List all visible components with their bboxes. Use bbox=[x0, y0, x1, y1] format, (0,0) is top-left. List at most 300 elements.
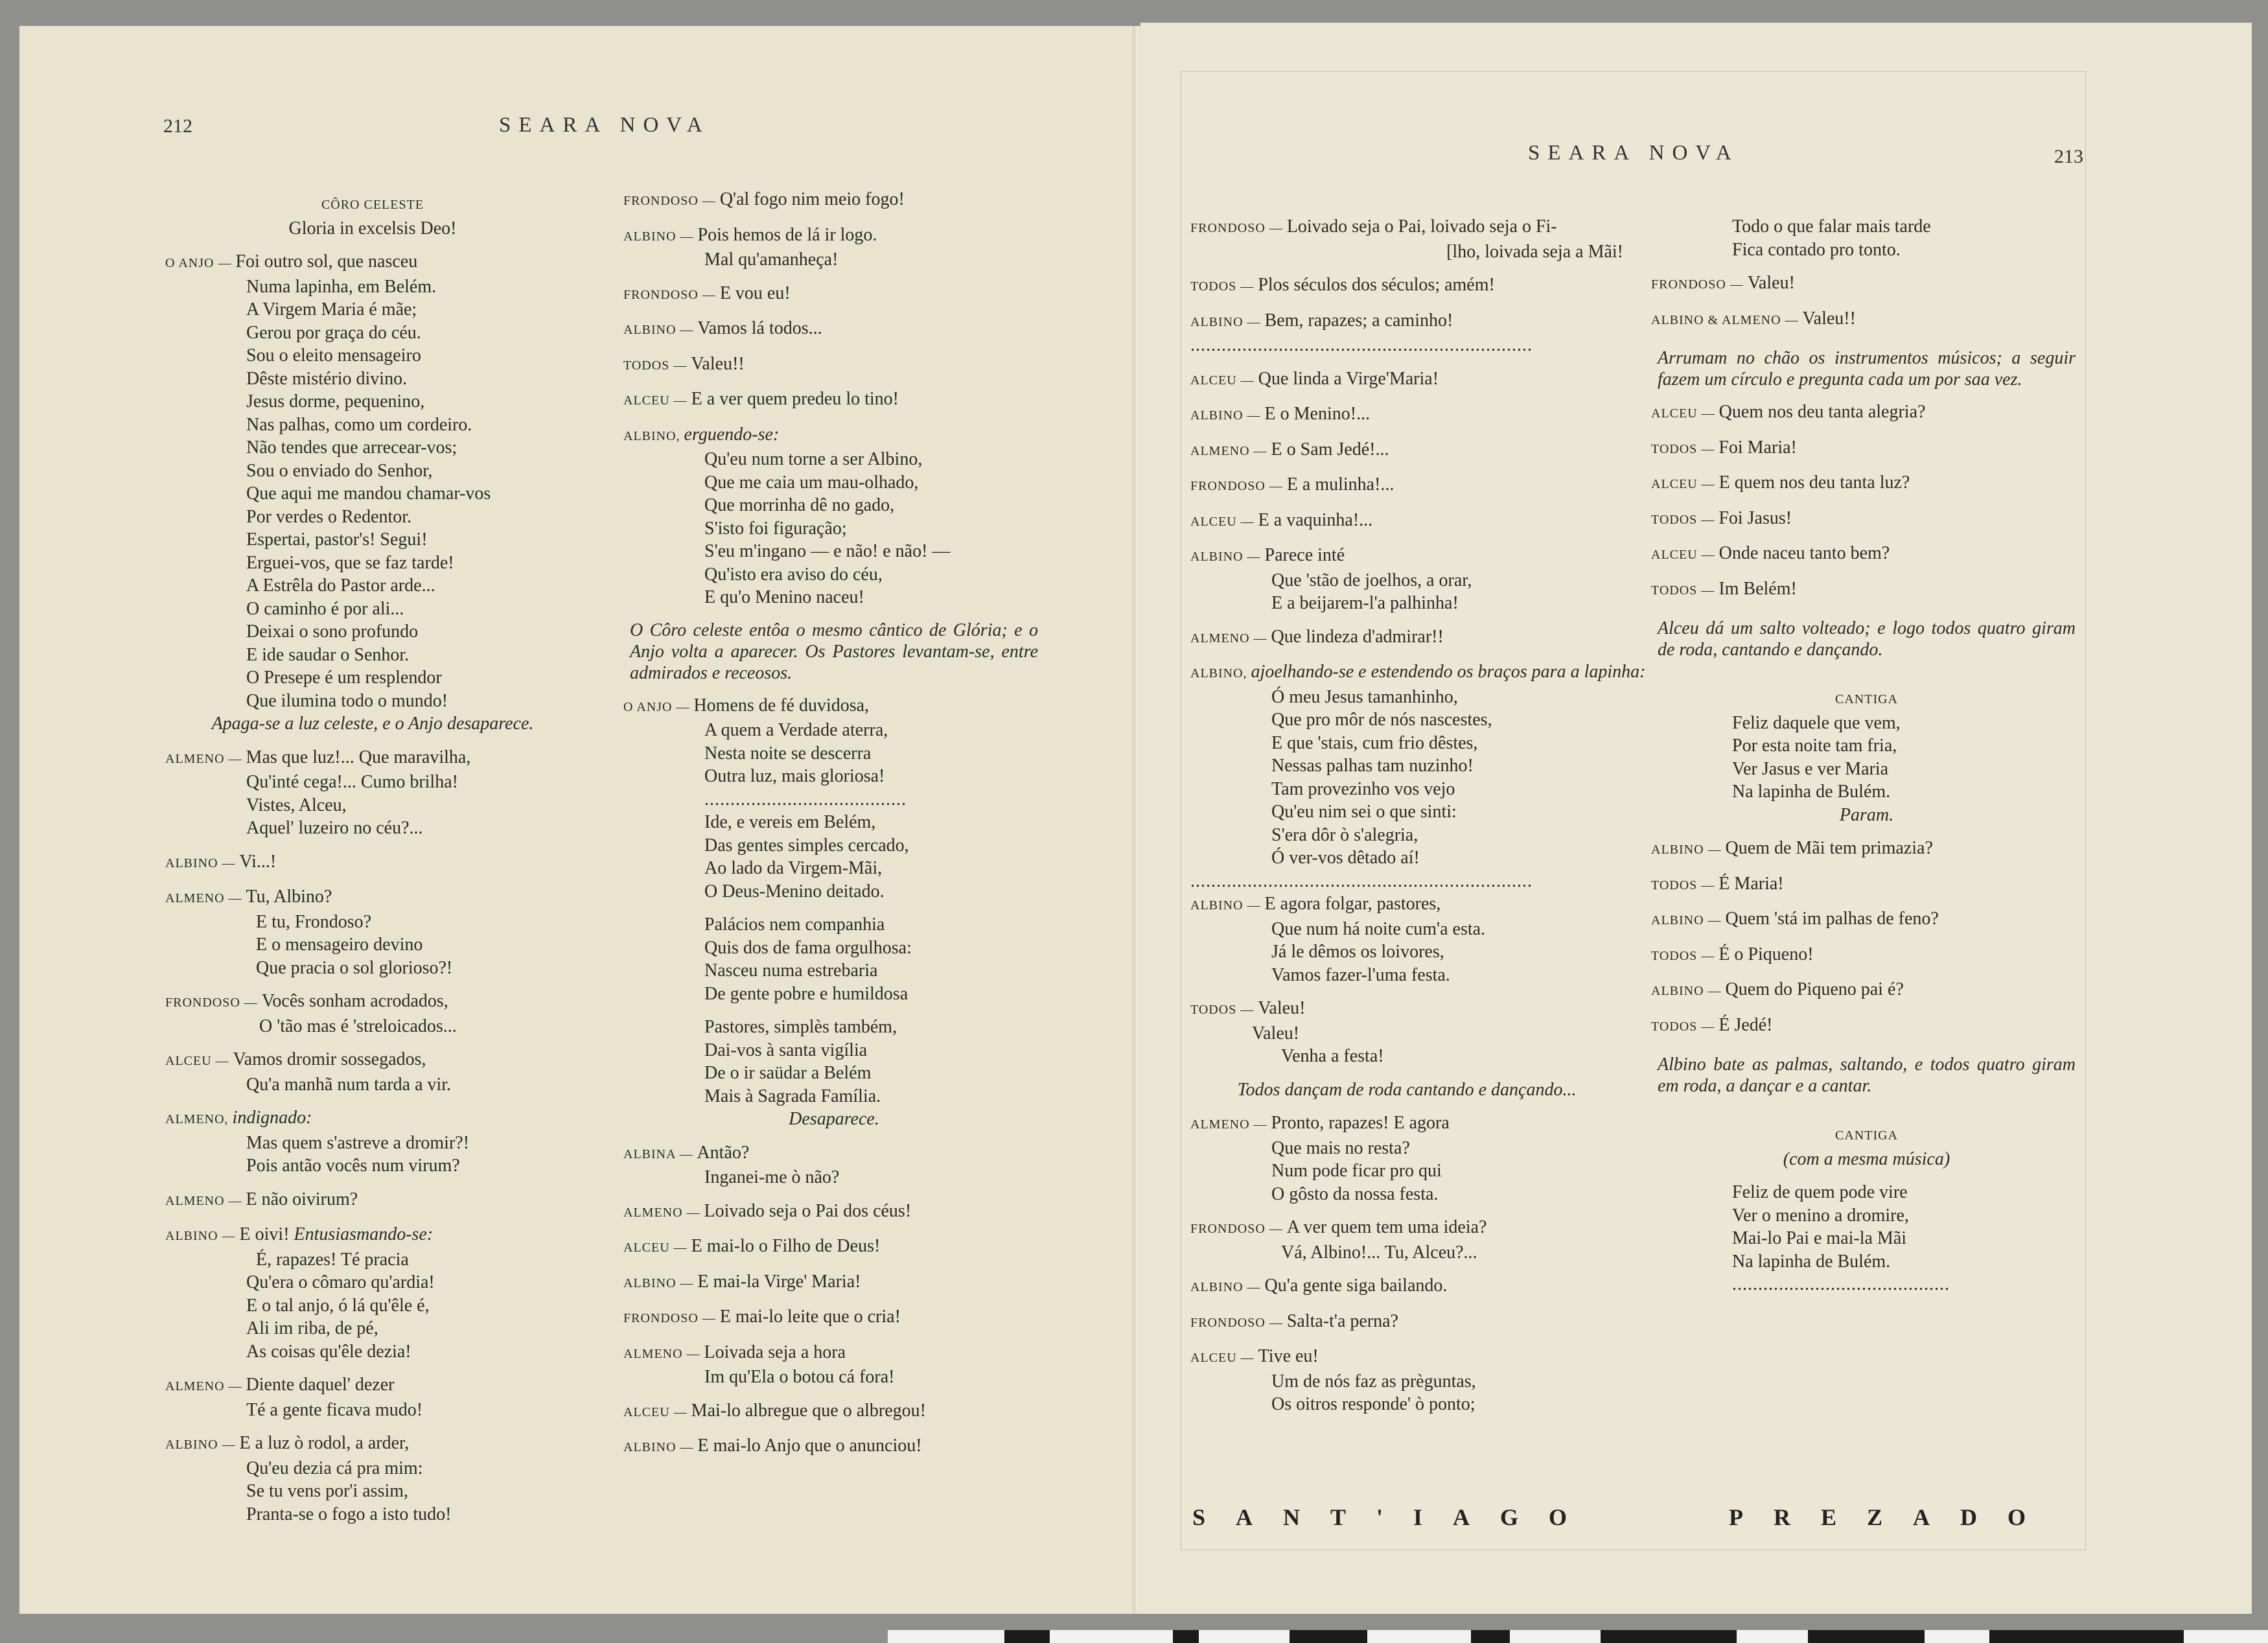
verse-line bbox=[165, 460, 580, 483]
verse-line bbox=[165, 1399, 580, 1422]
speech-line bbox=[165, 1188, 580, 1213]
line-text: Espertai, pastor's! Segui! bbox=[246, 530, 428, 550]
line-text: Que me caia um mau-olhado, bbox=[704, 472, 919, 493]
line-text: Venha a festa! bbox=[1281, 1046, 1384, 1066]
speaker-name: ALCEU — bbox=[1190, 514, 1258, 529]
verse-line bbox=[165, 817, 580, 840]
line-text: O gôsto da nossa festa. bbox=[1271, 1183, 1439, 1204]
line-text: Pois hemos de lá ir logo. bbox=[697, 224, 877, 245]
line-text: Ver Jasus e ver Maria bbox=[1732, 758, 1889, 779]
speaker-name: TODOS — bbox=[1651, 512, 1719, 527]
speech-line bbox=[1190, 1274, 1623, 1299]
speech-line bbox=[623, 1235, 1045, 1260]
speaker-name: ALMENO, bbox=[165, 1112, 233, 1126]
line-text: .................................................................. bbox=[1190, 335, 1533, 355]
line-text: Foi outro sol, que nasceu bbox=[235, 251, 418, 272]
speaker-name: ALBINO — bbox=[1190, 408, 1265, 423]
line-text: Erguei-vos, que se faz tarde! bbox=[246, 552, 454, 573]
inline-stage-direction: indignado: bbox=[232, 1108, 312, 1128]
line-text: Ver o menino a dromire, bbox=[1732, 1205, 1909, 1226]
line-text: Valeu!! bbox=[1802, 308, 1856, 329]
verse-line bbox=[165, 217, 580, 240]
speech-line bbox=[623, 423, 1045, 449]
line-text: Já le dêmos os loivores, bbox=[1271, 942, 1444, 962]
verse-line bbox=[623, 586, 1045, 609]
line-text: Mai-lo Pai e mai-la Mãi bbox=[1732, 1228, 1907, 1248]
speech-line bbox=[623, 1305, 1045, 1331]
line-text: Não tendes que arrecear-vos; bbox=[246, 437, 457, 458]
line-text: Diente daquel' dezer bbox=[246, 1375, 395, 1395]
line-text: E tu, Frondoso? bbox=[256, 911, 372, 932]
line-text: E ide saudar o Senhor. bbox=[246, 644, 410, 665]
line-text: Que linda a Virge'Maria! bbox=[1258, 368, 1439, 389]
stage-direction bbox=[1651, 804, 2082, 827]
speech-line bbox=[1190, 473, 1623, 498]
verse-line bbox=[165, 321, 580, 345]
verse-line bbox=[165, 598, 580, 621]
verse-line bbox=[1651, 1227, 2082, 1250]
author-signature-first: SANT'IAGO bbox=[1192, 1504, 1598, 1530]
verse-line bbox=[165, 957, 580, 980]
line-text: E mai-lo o Filho de Deus! bbox=[691, 1236, 881, 1256]
line-text: Pois antão vocês num virum? bbox=[246, 1156, 460, 1176]
line-text: Quem de Mãi tem primazia? bbox=[1725, 838, 1933, 858]
verse-line bbox=[165, 298, 580, 321]
verse-line bbox=[1651, 1250, 2082, 1274]
running-head-right: SEARA NOVA bbox=[1528, 141, 1739, 165]
line-text: E a beijarem-l'a palhinha! bbox=[1271, 593, 1459, 613]
verse-line bbox=[165, 506, 580, 529]
verse-line bbox=[1190, 1241, 1623, 1264]
speech-line bbox=[165, 1048, 580, 1073]
speech-line bbox=[1651, 542, 2082, 567]
line-text: Quis dos de fama orgulhosa: bbox=[704, 937, 912, 958]
line-text: As coisas qu'êle dezia! bbox=[246, 1341, 411, 1362]
verse-line bbox=[1190, 592, 1623, 615]
line-text: Vamos fazer-l'uma festa. bbox=[1271, 964, 1450, 985]
page-number-left: 212 bbox=[163, 115, 192, 137]
line-text: O Presepe é um resplendor bbox=[246, 668, 442, 688]
line-text: Param. bbox=[1839, 804, 1894, 825]
verse-line bbox=[1190, 870, 1623, 893]
verse-line bbox=[1190, 569, 1623, 592]
speaker-name: ALCEU — bbox=[623, 393, 691, 408]
speaker-name: TODOS — bbox=[1651, 583, 1719, 598]
line-text: De o ir saüdar a Belém bbox=[704, 1063, 872, 1083]
line-text: Ali im riba, de pé, bbox=[246, 1318, 378, 1338]
line-text: Todo o que falar mais tarde bbox=[1732, 216, 1931, 237]
verse-line bbox=[1190, 1183, 1623, 1206]
speaker-name: ALMENO — bbox=[1190, 631, 1271, 646]
line-text: E o mensageiro devino bbox=[256, 935, 423, 955]
verse-line bbox=[165, 275, 580, 299]
verse-line bbox=[165, 1248, 580, 1272]
line-text: Nas palhas, como um cordeiro. bbox=[246, 414, 472, 435]
speaker-name: TODOS — bbox=[623, 358, 691, 373]
speech-line bbox=[1651, 307, 2082, 332]
verse-line bbox=[165, 644, 580, 667]
verse-line bbox=[623, 1085, 1045, 1108]
line-text: Qu'isto era aviso do céu, bbox=[704, 564, 883, 585]
speech-line bbox=[623, 1270, 1045, 1296]
line-text: Bem, rapazes; a caminho! bbox=[1264, 310, 1453, 331]
line-text: Qu'eu dezia cá pra mim: bbox=[246, 1458, 423, 1478]
speaker-name: ALCEU — bbox=[1651, 406, 1719, 421]
line-text: Feliz de quem pode vire bbox=[1732, 1182, 1908, 1202]
verse-line bbox=[1651, 1123, 2082, 1148]
verse-line bbox=[623, 880, 1045, 903]
speech-line bbox=[623, 1200, 1045, 1225]
verse-line bbox=[623, 448, 1045, 471]
line-text: E qu'o Menino naceu! bbox=[704, 587, 864, 607]
line-text: A quem a Verdade aterra, bbox=[704, 720, 888, 740]
speaker-name: FRONDOSO — bbox=[623, 194, 720, 208]
line-text: ....................................... bbox=[704, 789, 907, 810]
speaker-name: FRONDOSO — bbox=[1190, 221, 1287, 235]
line-text: Qu'eu num torne a ser Albino, bbox=[704, 449, 923, 469]
speaker-name: ALBINA — bbox=[623, 1147, 697, 1161]
verse-line bbox=[623, 788, 1045, 811]
line-text: Que ilumina todo o mundo! bbox=[246, 690, 448, 711]
verse-line bbox=[1651, 734, 2082, 758]
speech-line bbox=[1651, 436, 2082, 461]
line-text: Albino bate as palmas, saltando, e todos quatro giram em roda, a dançar e a cantar. bbox=[1658, 1055, 2076, 1096]
verse-line bbox=[1190, 824, 1623, 847]
line-text: E o Menino!... bbox=[1264, 404, 1371, 424]
line-text: E não oivirum? bbox=[246, 1189, 358, 1209]
right-page-column-1 bbox=[1190, 215, 1646, 1416]
speech-line bbox=[1190, 438, 1623, 463]
speaker-name: ALMENO — bbox=[165, 891, 246, 905]
line-text: Qu'a manhã num tarda a vir. bbox=[246, 1074, 452, 1095]
speech-line bbox=[1190, 215, 1623, 240]
verse-line bbox=[623, 834, 1045, 857]
verse-line bbox=[165, 574, 580, 598]
line-text: Ao lado da Virgem-Mãi, bbox=[704, 858, 883, 878]
inline-stage-direction: Entusiasmando-se: bbox=[289, 1224, 434, 1244]
speech-line bbox=[1190, 509, 1623, 534]
speaker-name: FRONDOSO — bbox=[1190, 479, 1287, 493]
verse-line bbox=[1651, 239, 2082, 262]
line-text: A ver quem tem uma ideia? bbox=[1286, 1217, 1487, 1237]
speaker-name: ALMENO — bbox=[623, 1205, 704, 1220]
line-text: Onde naceu tanto bem? bbox=[1718, 543, 1890, 563]
line-text: De gente pobre e humildosa bbox=[704, 983, 908, 1004]
line-text: Que lindeza d'admirar!! bbox=[1271, 626, 1444, 647]
speaker-name: FRONDOSO — bbox=[1651, 277, 1748, 292]
author-signature-last: PREZADO bbox=[1729, 1504, 2057, 1530]
line-text: [lho, loivada seja a Mãi! bbox=[1446, 241, 1623, 262]
line-text: Numa lapinha, em Belém. bbox=[246, 276, 437, 297]
line-text: Pastores, simplès também, bbox=[704, 1017, 897, 1037]
verse-line bbox=[1651, 758, 2082, 781]
verse-line bbox=[623, 913, 1045, 937]
line-text: O Deus-Menino deitado. bbox=[704, 881, 885, 902]
line-text: Tu, Albino? bbox=[246, 887, 332, 907]
running-head-left: SEARA NOVA bbox=[499, 113, 710, 137]
line-text: Qu'a gente siga bailando. bbox=[1264, 1276, 1448, 1296]
verse-line bbox=[1190, 240, 1623, 264]
line-text: E o tal anjo, ó lá qu'êle é, bbox=[246, 1295, 430, 1316]
speaker-name: ALBINO — bbox=[165, 1438, 240, 1452]
verse-line bbox=[623, 540, 1045, 563]
speech-line bbox=[1190, 997, 1623, 1022]
verse-line bbox=[165, 771, 580, 794]
verse-line bbox=[623, 1366, 1045, 1389]
line-text: Vocês sonham acrodados, bbox=[261, 991, 448, 1011]
verse-line bbox=[165, 1154, 580, 1178]
speaker-name: FRONDOSO — bbox=[165, 996, 262, 1010]
verse-line bbox=[165, 390, 580, 414]
speaker-name: ALBINO — bbox=[1190, 898, 1265, 913]
line-text: Parece inté bbox=[1264, 545, 1345, 565]
speech-line bbox=[623, 224, 1045, 249]
line-text: E a ver quem predeu lo tino! bbox=[691, 389, 899, 409]
speech-line bbox=[165, 1432, 580, 1457]
line-text: Desaparece. bbox=[789, 1109, 879, 1129]
line-text: É, rapazes! Té pracia bbox=[256, 1249, 409, 1270]
speech-line bbox=[1190, 625, 1623, 651]
line-text: .................................................................. bbox=[1190, 870, 1533, 891]
speech-line bbox=[1190, 892, 1623, 918]
line-text: Nessas palhas tam nuzinho! bbox=[1271, 756, 1474, 776]
speaker-name: ALBINO — bbox=[165, 1229, 240, 1243]
verse-line bbox=[165, 482, 580, 506]
line-text: Vistes, Alceu, bbox=[246, 795, 347, 815]
speaker-name: ALCEU — bbox=[623, 1241, 691, 1255]
line-text: Mas quem s'astreve a dromir?! bbox=[246, 1132, 470, 1153]
line-text: E quem nos deu tanta luz? bbox=[1718, 472, 1910, 493]
line-text: CANTIGA bbox=[1835, 1128, 1898, 1143]
line-text: Dai-vos à santa vigília bbox=[704, 1040, 868, 1060]
line-text: Valeu! bbox=[1252, 1023, 1300, 1043]
line-text: Ide, e vereis em Belém, bbox=[704, 812, 876, 832]
speech-line bbox=[623, 1434, 1045, 1460]
speech-line bbox=[623, 1141, 1045, 1167]
line-text: E vou eu! bbox=[719, 283, 791, 303]
speaker-name: ALCEU — bbox=[1651, 477, 1719, 491]
line-text: Por verdes o Redentor. bbox=[246, 506, 412, 527]
verse-line bbox=[623, 1016, 1045, 1039]
line-text: E a mulinha!... bbox=[1286, 474, 1394, 495]
speech-line bbox=[1651, 507, 2082, 532]
line-text: Qu'eu nim sei o que sinti: bbox=[1271, 802, 1457, 822]
line-text: (com a mesma música) bbox=[1783, 1148, 1950, 1169]
verse-line bbox=[1190, 800, 1623, 824]
verse-line bbox=[165, 1132, 580, 1155]
speaker-name: ALBINO — bbox=[1651, 984, 1726, 998]
verse-line bbox=[165, 367, 580, 391]
line-text: CANTIGA bbox=[1835, 692, 1898, 706]
verse-line bbox=[165, 1294, 580, 1318]
speaker-name: ALBINO — bbox=[623, 323, 698, 337]
line-text: Mai-lo albregue que o albregou! bbox=[691, 1400, 926, 1421]
verse-line bbox=[623, 1039, 1045, 1062]
line-text: Palácios nem companhia bbox=[704, 915, 885, 935]
line-text: Quem do Piqueno pai é? bbox=[1725, 979, 1904, 999]
line-text: Na lapinha de Bulém. bbox=[1732, 782, 1891, 802]
speech-line bbox=[165, 250, 580, 275]
speaker-name: ALCEU — bbox=[623, 1404, 691, 1419]
verse-line bbox=[165, 192, 580, 217]
line-text: Se tu vens por'i assim, bbox=[246, 1481, 409, 1501]
stage-direction bbox=[623, 620, 1045, 684]
line-text: Outra luz, mais gloriosa! bbox=[704, 766, 885, 786]
speech-line bbox=[1651, 943, 2082, 968]
line-text: Dêste mistério divino. bbox=[246, 368, 408, 389]
verse-line bbox=[165, 436, 580, 460]
line-text: Vá, Albino!... Tu, Alceu?... bbox=[1281, 1242, 1477, 1263]
verse-line bbox=[165, 1457, 580, 1480]
line-text: Loivado seja o Pai, loivado seja o Fi- bbox=[1286, 216, 1557, 237]
verse-line bbox=[165, 911, 580, 934]
speech-line bbox=[1190, 309, 1623, 334]
speech-line bbox=[623, 353, 1045, 378]
verse-line bbox=[1190, 1022, 1623, 1045]
speaker-name: ALBINO — bbox=[1190, 314, 1265, 329]
speaker-name: TODOS — bbox=[1651, 441, 1719, 456]
verse-line bbox=[165, 528, 580, 552]
line-text: .......................................... bbox=[1732, 1274, 1950, 1294]
speech-line bbox=[1651, 272, 2082, 297]
line-text: E que 'stais, cum frio dêstes, bbox=[1271, 732, 1478, 753]
line-text: Mais à Sagrada Família. bbox=[704, 1086, 881, 1106]
line-text: Homens de fé duvidosa, bbox=[693, 695, 870, 716]
line-text: Vi...! bbox=[239, 851, 277, 872]
line-text: Jesus dorme, pequenino, bbox=[246, 391, 425, 412]
line-text: Nasceu numa estrebaria bbox=[704, 961, 878, 981]
speaker-name: FRONDOSO — bbox=[1190, 1222, 1287, 1236]
verse-line bbox=[623, 742, 1045, 765]
line-text: Que num há noite cum'a esta. bbox=[1271, 918, 1486, 939]
speaker-name: O ANJO — bbox=[623, 699, 694, 714]
line-text: Fica contado pro tonto. bbox=[1732, 239, 1901, 260]
line-text: Num pode ficar pro qui bbox=[1271, 1161, 1442, 1181]
speaker-name: ALMENO — bbox=[623, 1346, 704, 1361]
line-text: Sou o eleito mensageiro bbox=[246, 345, 421, 366]
stage-direction bbox=[1651, 1148, 2082, 1171]
speech-line bbox=[1651, 872, 2082, 898]
verse-line bbox=[165, 1073, 580, 1097]
speaker-name: FRONDOSO — bbox=[623, 1311, 720, 1325]
line-text: Foi Jasus! bbox=[1718, 507, 1792, 528]
line-text: Vamos dromir sossegados, bbox=[233, 1049, 426, 1069]
line-text: Que mais no resta? bbox=[1271, 1137, 1410, 1158]
verse-line bbox=[1651, 686, 2082, 712]
line-text: Que morrinha dê no gado, bbox=[704, 495, 895, 515]
line-text: Qu'inté cega!... Cumo brilha! bbox=[246, 772, 458, 792]
speech-line bbox=[1190, 1112, 1623, 1137]
line-text: E oivi! bbox=[239, 1224, 290, 1244]
line-text: Inganei-me ò não? bbox=[704, 1167, 840, 1187]
line-text: Quem nos deu tanta alegria? bbox=[1718, 402, 1926, 422]
line-text: Ó meu Jesus tamanhinho, bbox=[1271, 686, 1458, 707]
line-text: Ó ver-vos dêtado aí! bbox=[1271, 848, 1420, 868]
line-text: Qu'era o cômaro qu'ardia! bbox=[246, 1272, 435, 1292]
verse-line bbox=[1651, 1204, 2082, 1228]
speaker-name: FRONDOSO — bbox=[1190, 1315, 1287, 1330]
speech-line bbox=[623, 388, 1045, 413]
line-text: Loivada seja a hora bbox=[704, 1342, 846, 1362]
speaker-name: FRONDOSO — bbox=[623, 287, 720, 302]
verse-line bbox=[1190, 732, 1623, 755]
verse-line bbox=[1190, 708, 1623, 732]
line-text: Salta-t'a perna? bbox=[1286, 1311, 1398, 1331]
stage-direction bbox=[623, 1108, 1045, 1131]
verse-line bbox=[1190, 1045, 1623, 1068]
speech-line bbox=[165, 885, 580, 911]
speech-line bbox=[165, 1373, 580, 1399]
speaker-name: ALCEU — bbox=[165, 1054, 233, 1068]
line-text: E a vaquinha!... bbox=[1258, 509, 1373, 530]
speech-line bbox=[165, 1223, 580, 1248]
speech-line bbox=[165, 1106, 580, 1132]
speaker-name: ALMENO — bbox=[1190, 443, 1271, 458]
line-text: Valeu!! bbox=[691, 353, 745, 374]
speaker-name: TODOS — bbox=[1651, 948, 1719, 963]
line-text: Pranta-se o fogo a isto tudo! bbox=[246, 1504, 452, 1524]
speech-line bbox=[1651, 471, 2082, 496]
verse-line bbox=[165, 1503, 580, 1526]
line-text: E mai-la Virge' Maria! bbox=[697, 1271, 861, 1292]
speaker-name: ALBINO, bbox=[623, 428, 684, 443]
speech-line bbox=[623, 282, 1045, 307]
speech-line bbox=[1190, 1310, 1623, 1335]
inline-stage-direction: erguendo-se: bbox=[684, 424, 780, 445]
line-text: Tam provezinho vos vejo bbox=[1271, 778, 1455, 799]
speech-line bbox=[1190, 1216, 1623, 1241]
speaker-name: ALBINO — bbox=[1190, 550, 1265, 564]
line-text: S'isto foi figuração; bbox=[704, 518, 847, 539]
speech-line bbox=[1651, 978, 2082, 1003]
left-page-column-2 bbox=[623, 188, 1045, 1460]
verse-line bbox=[165, 933, 580, 957]
line-text: Valeu! bbox=[1258, 998, 1306, 1018]
stage-direction bbox=[1651, 1054, 2082, 1097]
verse-line bbox=[623, 719, 1045, 742]
verse-line bbox=[165, 1015, 580, 1038]
line-text: Mas que luz!... Que maravilha, bbox=[246, 747, 471, 767]
speaker-name: TODOS — bbox=[1651, 878, 1719, 892]
speaker-name: ALBINO — bbox=[1190, 1280, 1265, 1294]
speech-line bbox=[623, 1341, 1045, 1366]
line-text: E a luz ò rodol, a arder, bbox=[239, 1433, 410, 1453]
verse-line bbox=[623, 517, 1045, 541]
line-text: O 'tão mas é 'streloicados... bbox=[259, 1016, 457, 1036]
right-page-column-2 bbox=[1651, 215, 2082, 1296]
line-text: Todos dançam de roda cantando e dançando... bbox=[1237, 1079, 1577, 1100]
speech-line bbox=[1190, 367, 1623, 393]
verse-line bbox=[165, 414, 580, 437]
line-text: Alceu dá um salto volteado; e logo todos quatro giram de roda, cantando e dançando. bbox=[1658, 618, 2076, 660]
speaker-name: ALBINO — bbox=[165, 856, 240, 870]
verse-line bbox=[623, 563, 1045, 587]
line-text: Mal qu'amanheça! bbox=[704, 250, 839, 270]
line-text: Q'al fogo nim meio fogo! bbox=[719, 189, 905, 209]
verse-line bbox=[1190, 918, 1623, 941]
line-text: Foi Maria! bbox=[1718, 437, 1797, 458]
speaker-name: ALMENO — bbox=[165, 1193, 246, 1208]
scan-calibration-ruler bbox=[888, 1630, 2268, 1643]
line-text: Os oitros responde' ò ponto; bbox=[1271, 1394, 1475, 1414]
inline-stage-direction: ajoelhando-se e estendendo os braços para a lapinha: bbox=[1251, 662, 1646, 682]
speech-line bbox=[1651, 401, 2082, 426]
verse-line bbox=[1190, 754, 1623, 778]
verse-line bbox=[1651, 1273, 2082, 1296]
speaker-name: ALMENO — bbox=[165, 751, 246, 766]
speech-line bbox=[165, 850, 580, 876]
verse-line bbox=[623, 937, 1045, 960]
